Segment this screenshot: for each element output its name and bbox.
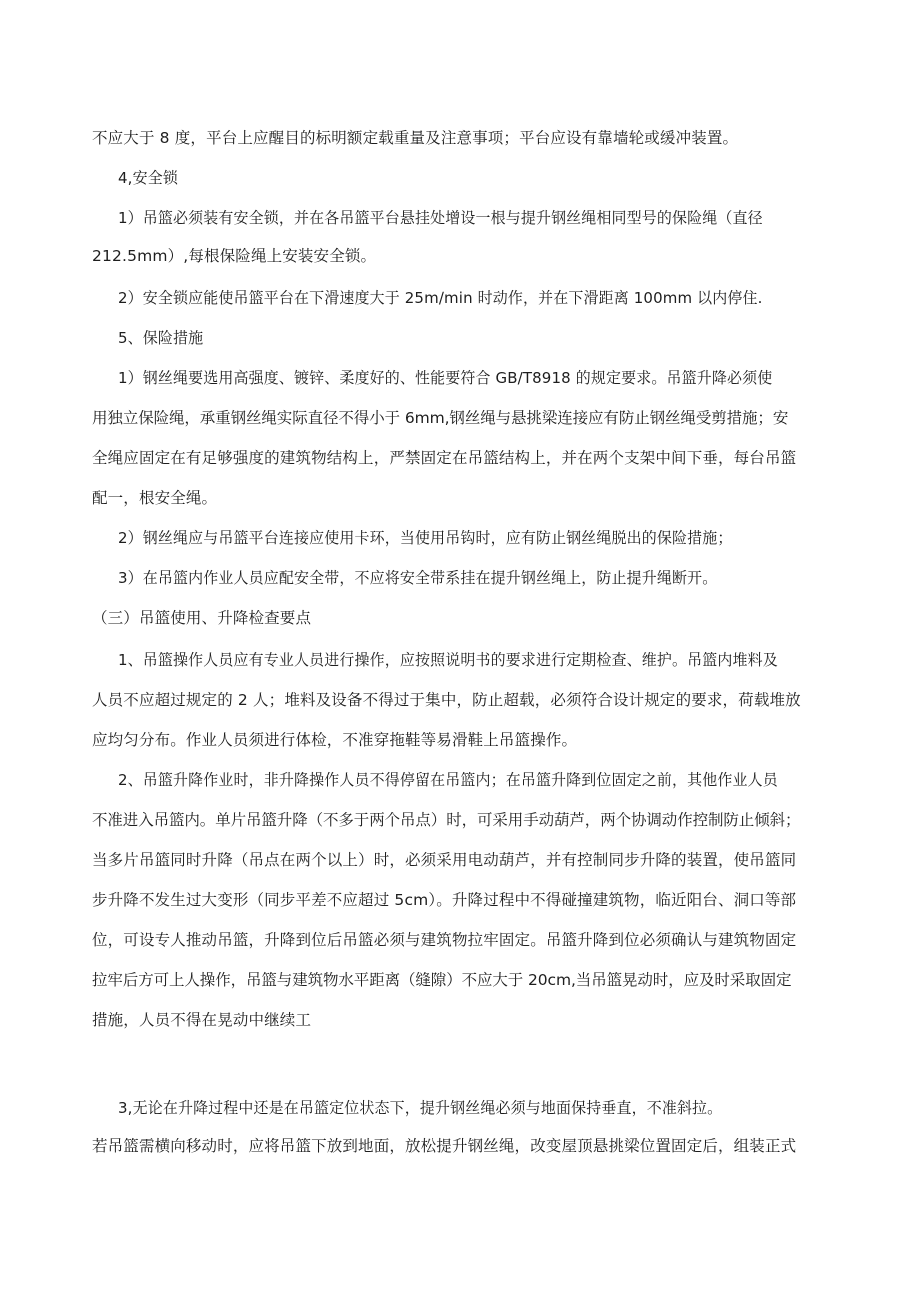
section-heading-insurance: 5、保险措施 bbox=[118, 329, 204, 347]
text-line: 3）在吊篮内作业人员应配安全带，不应将安全带系挂在提升钢丝绳上，防止提升绳断开。 bbox=[118, 569, 718, 587]
text-line: 1）钢丝绳要选用高强度、镀锌、柔度好的、性能要符合 GB/T8918 的规定要求。吊篮升降必须使 bbox=[118, 369, 773, 387]
text-line: 2）钢丝绳应与吊篮平台连接应使用卡环，当使用吊钩时，应有防止钢丝绳脱出的保险措施； bbox=[118, 529, 733, 547]
text-line: 不准进入吊篮内。单片吊篮升降（不多于两个吊点）时，可采用手动葫芦，两个协调动作控制防止倾斜； bbox=[92, 811, 801, 829]
text-line: 措施，人员不得在晃动中继续工 bbox=[92, 1011, 312, 1029]
text-line: 3,无论在升降过程中还是在吊篮定位状态下，提升钢丝绳必须与地面保持垂直，不准斜拉。 bbox=[118, 1099, 723, 1117]
text-line: 2）安全锁应能使吊篮平台在下滑速度大于 25m∕min 时动作，并在下滑距离 100mm 以内停住. bbox=[118, 289, 763, 307]
text-line: 拉牢后方可上人操作，吊篮与建筑物水平距离（缝隙）不应大于 20cm,当吊篮晃动时，应及时采取固定 bbox=[92, 971, 792, 989]
text-line: 若吊篮需横向移动时，应将吊篮下放到地面，放松提升钢丝绳，改变屋顶悬挑梁位置固定后，组装正式 bbox=[92, 1137, 797, 1155]
text-line: 配一，根安全绳。 bbox=[92, 489, 218, 507]
text-line: 步升降不发生过大变形（同步平差不应超过 5cm）。升降过程中不得碰撞建筑物，临近阳台、洞口等部 bbox=[92, 891, 797, 909]
text-line: 当多片吊篮同时升降（吊点在两个以上）时，必须采用电动葫芦，并有控制同步升降的装置，使吊篮同 bbox=[92, 851, 797, 869]
text-line: 全绳应固定在有足够强度的建筑物结构上，严禁固定在吊篮结构上，并在两个支架中间下垂，每台吊篮 bbox=[92, 449, 797, 467]
section-heading-lock: 4,安全锁 bbox=[118, 169, 178, 187]
text-line: 位，可设专人推动吊篮，升降到位后吊篮必须与建筑物拉牢固定。吊篮升降到位必须确认与建筑物固定 bbox=[92, 931, 797, 949]
text-line: 212.5mm）,每根保险绳上安装安全锁。 bbox=[92, 247, 377, 265]
text-line: 应均匀分布。作业人员须进行体检，不准穿拖鞋等易滑鞋上吊篮操作。 bbox=[92, 731, 578, 749]
section-heading-usage: （三）吊篮使用、升降检查要点 bbox=[92, 609, 312, 627]
text-line: 人员不应超过规定的 2 人；堆料及设备不得过于集中，防止超载，必须符合设计规定的要求，荷载堆放 bbox=[92, 691, 801, 709]
text-line: 用独立保险绳，承重钢丝绳实际直径不得小于 6mm,钢丝绳与悬挑梁连接应有防止钢丝绳受剪措施；安 bbox=[92, 409, 789, 427]
text-line: 2、吊篮升降作业时，非升降操作人员不得停留在吊篮内；在吊篮升降到位固定之前，其他作业人员 bbox=[118, 771, 778, 789]
text-line: 1）吊篮必须装有安全锁，并在各吊篮平台悬挂处增设一根与提升钢丝绳相同型号的保险绳（直径 bbox=[118, 209, 763, 227]
text-line: 不应大于 8 度，平台上应醒目的标明额定载重量及注意事项；平台应设有靠墙轮或缓冲装置。 bbox=[92, 129, 739, 147]
text-line: 1、吊篮操作人员应有专业人员进行操作，应按照说明书的要求进行定期检查、维护。吊篮内堆料及 bbox=[118, 651, 778, 669]
